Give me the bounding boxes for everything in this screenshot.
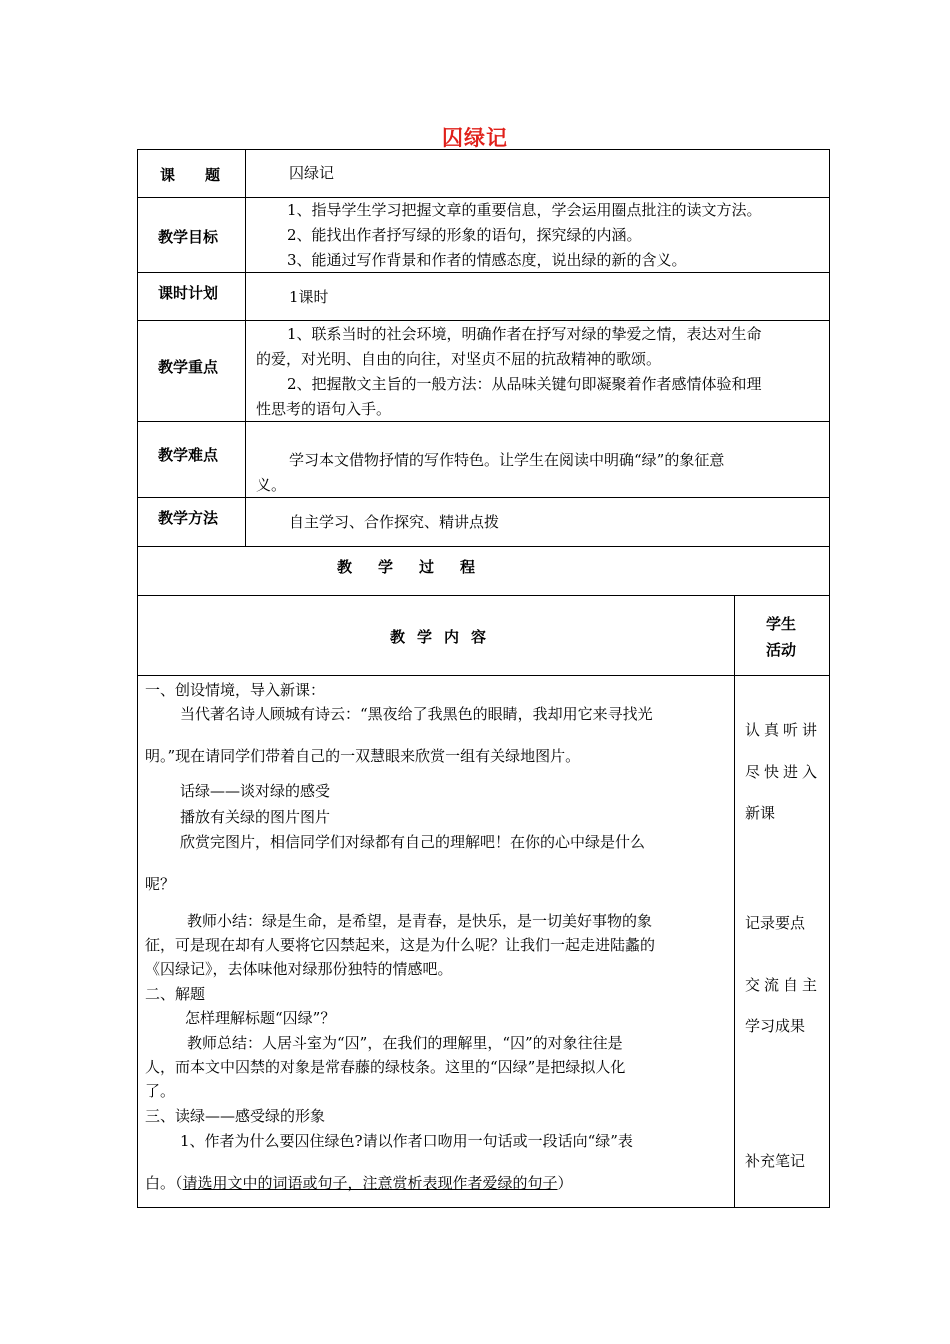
page-title: 囚绿记 — [442, 126, 508, 150]
content-line: 人，而本文中囚禁的对象是常春藤的绿枝条。这里的“囚绿”是把绿拟人化 — [145, 1058, 626, 1076]
goal-line: 1、指导学生学习把握文章的重要信息，学会运用圈点批注的读文方法。 — [287, 201, 762, 219]
content-line: 教师小结：绿是生命，是希望，是青春，是快乐，是一切美好事物的象 — [187, 912, 653, 930]
activity-line: 记录要点 — [745, 914, 806, 932]
activity-line: 交流自主 — [745, 976, 822, 994]
content-line: 欣赏完图片，相信同学们对绿都有自己的理解吧！在你的心中绿是什么 — [180, 833, 646, 851]
value-hours: 1课时 — [289, 288, 329, 306]
keypoint-line: 的爱，对光明、自由的向往，对坚贞不屈的抗敌精神的歌颂。 — [256, 350, 662, 368]
difficulty-line: 学习本文借物抒情的写作特色。让学生在阅读中明确“绿”的象征意 — [289, 451, 725, 469]
content-line: 《囚绿记》，去体味他对绿那份独特的情感吧。 — [145, 960, 453, 978]
activity-header-line2: 活动 — [766, 641, 797, 659]
row-divider — [137, 497, 830, 498]
value-method: 自主学习、合作探究、精讲点拨 — [289, 513, 500, 531]
label-column-divider — [245, 149, 246, 546]
content-line: 当代著名诗人顾城有诗云：“黑夜给了我黑色的眼睛，我却用它来寻找光 — [180, 705, 653, 723]
row-divider — [137, 675, 830, 676]
goal-line: 2、能找出作者抒写绿的形象的语句，探究绿的内涵。 — [287, 226, 642, 244]
content-line: 白。（请选用文中的词语或句子，注意赏析表现作者爱绿的句子） — [145, 1174, 573, 1192]
process-header: 教学过程 — [337, 558, 502, 576]
content-line: 播放有关绿的图片图片 — [180, 808, 331, 826]
row-divider — [137, 595, 830, 596]
activity-line: 学习成果 — [745, 1017, 806, 1035]
label-keypoints: 教学重点 — [158, 358, 219, 376]
content-line: 话绿——谈对绿的感受 — [180, 782, 331, 800]
row-divider — [137, 546, 830, 547]
activity-header-line1: 学生 — [766, 615, 797, 633]
value-topic: 囚绿记 — [289, 164, 335, 182]
activity-column-divider — [734, 595, 735, 1208]
keypoint-line: 性思考的语句入手。 — [256, 400, 392, 418]
underlined-instruction: 请选用文中的词语或句子，注意赏析表现作者爱绿的句子 — [182, 1174, 558, 1192]
label-difficulty: 教学难点 — [158, 446, 219, 464]
content-line: 呢？ — [145, 875, 176, 893]
label-method: 教学方法 — [158, 509, 219, 527]
section-1-title: 一、创设情境，导入新课： — [145, 681, 326, 699]
label-goals: 教学目标 — [158, 228, 219, 246]
content-line: 明。”现在请同学们带着自己的一双慧眼来欣赏一组有关绿地图片。 — [145, 747, 581, 765]
goal-line: 3、能通过写作背景和作者的情感态度，说出绿的新的含义。 — [287, 251, 687, 269]
activity-line: 尽快进入 — [745, 763, 822, 781]
row-divider — [137, 320, 830, 321]
section-3-title: 三、读绿——感受绿的形象 — [145, 1107, 326, 1125]
keypoint-line: 2、把握散文主旨的一般方法：从品味关键句即凝聚着作者感情体验和理 — [287, 375, 762, 393]
section-2-title: 二、解题 — [145, 985, 206, 1003]
label-hours: 课时计划 — [158, 284, 219, 302]
content-line: 了。 — [145, 1082, 176, 1100]
content-line: 征，可是现在却有人要将它囚禁起来，这是为什么呢？让我们一起走进陆蠡的 — [145, 936, 656, 954]
content-line: 怎样理解标题“囚绿”？ — [185, 1009, 336, 1027]
difficulty-line: 义。 — [256, 476, 287, 494]
content-header: 教学内容 — [390, 628, 499, 646]
activity-line: 新课 — [745, 804, 776, 822]
row-divider — [137, 421, 830, 422]
label-topic: 课 题 — [160, 166, 221, 184]
content-line: 教师总结：人居斗室为“囚”，在我们的理解里，“囚”的对象往往是 — [187, 1034, 623, 1052]
activity-line: 补充笔记 — [745, 1152, 806, 1170]
keypoint-line: 1、联系当时的社会环境，明确作者在抒写对绿的挚爱之情，表达对生命 — [287, 325, 762, 343]
content-line: 1、作者为什么要囚住绿色?请以作者口吻用一句话或一段话向“绿”表 — [180, 1132, 633, 1150]
activity-line: 认真听讲 — [745, 721, 822, 739]
